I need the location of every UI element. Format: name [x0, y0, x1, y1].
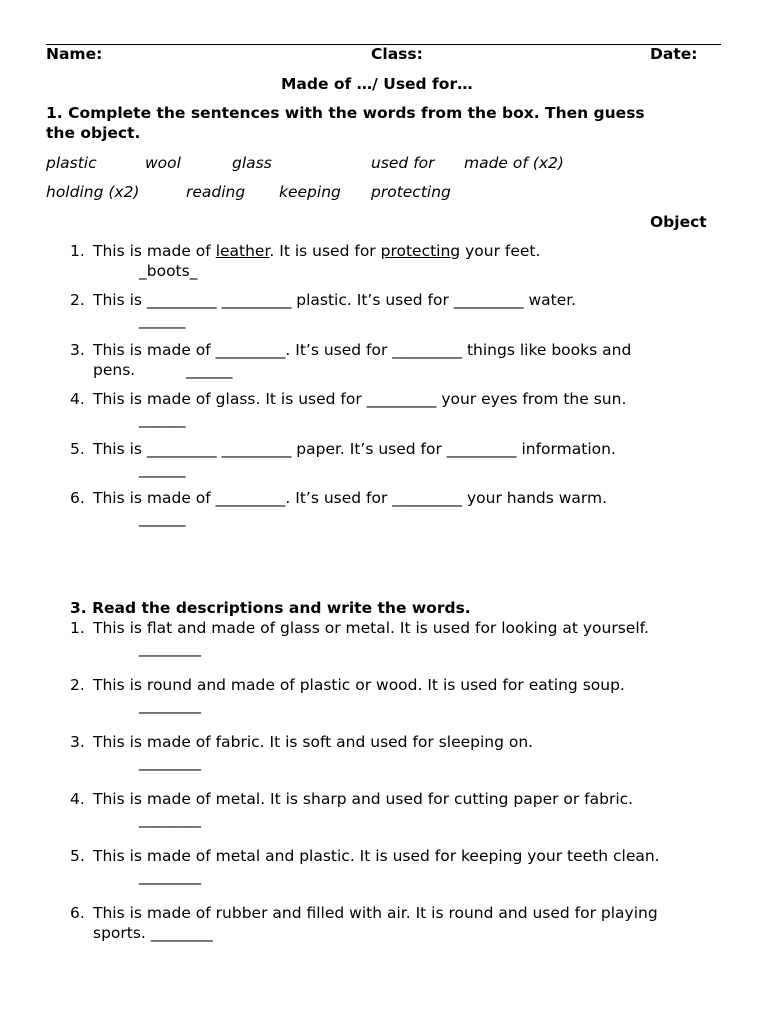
answer-blank: ________: [139, 753, 201, 771]
answer-blank: ______: [139, 460, 186, 478]
item-text: This is made of metal. It is sharp and used for cutting paper or fabric.: [93, 790, 634, 808]
object-header: Object: [650, 213, 707, 231]
worksheet-title: Made of …/ Used for…: [281, 75, 473, 93]
answer-blank: ______: [139, 509, 186, 527]
word-box-item: keeping: [279, 183, 341, 201]
answer-blank: ______: [186, 361, 233, 379]
item-number: 6.: [70, 489, 85, 507]
item-number: 5.: [70, 440, 85, 458]
item-number: 3.: [70, 341, 85, 359]
item-number: 2.: [70, 291, 85, 309]
item-text: This is made of leather. It is used for protecting your feet.: [93, 242, 541, 260]
answer-boots: _boots_: [139, 262, 198, 280]
item-number: 2.: [70, 676, 85, 694]
word-box-item: plastic: [46, 154, 97, 172]
item-text: This is flat and made of glass or metal. It is used for looking at yourself.: [93, 619, 649, 637]
section1-instruction: 1. Complete the sentences with the words from the box. Then guess: [46, 104, 645, 122]
answer-blank: ________: [139, 639, 201, 657]
class-label: Class:: [371, 45, 423, 63]
item-number: 6.: [70, 904, 85, 922]
item-text: This is made of _________. It’s used for _________ things like books and: [93, 341, 632, 359]
answer-blank: ________: [139, 867, 201, 885]
item-text: This is made of _________. It’s used for _________ your hands warm.: [93, 489, 608, 507]
item-text: This is made of metal and plastic. It is used for keeping your teeth clean.: [93, 847, 660, 865]
item-number: 4.: [70, 790, 85, 808]
word-box-item: protecting: [371, 183, 451, 201]
word-box-item: holding (x2): [46, 183, 140, 201]
answer-blank: ________: [139, 696, 201, 714]
item-text-cont: pens.: [93, 361, 136, 379]
word-box-item: made of (x2): [464, 154, 564, 172]
item-text: This is made of glass. It is used for _________ your eyes from the sun.: [93, 390, 627, 408]
item-number: 1.: [70, 619, 85, 637]
answer-blank: ______: [139, 410, 186, 428]
date-label: Date:: [650, 45, 698, 63]
item-text-cont: sports. ________: [93, 924, 213, 942]
item-text: This is _________ _________ paper. It’s used for _________ information.: [93, 440, 616, 458]
word-box-item: used for: [371, 154, 435, 172]
item-number: 1.: [70, 242, 85, 260]
section3-instruction: 3. Read the descriptions and write the words.: [70, 599, 471, 617]
item-text: This is round and made of plastic or wood. It is used for eating soup.: [93, 676, 625, 694]
word-box-item: glass: [232, 154, 272, 172]
word-box-item: reading: [186, 183, 246, 201]
item-text: This is made of fabric. It is soft and used for sleeping on.: [93, 733, 534, 751]
name-label: Name:: [46, 45, 103, 63]
answer-blank: ______: [139, 311, 186, 329]
answer-blank: ________: [139, 810, 201, 828]
item-text: This is _________ _________ plastic. It’s used for _________ water.: [93, 291, 577, 309]
word-box-item: wool: [145, 154, 181, 172]
item-number: 5.: [70, 847, 85, 865]
item-number: 3.: [70, 733, 85, 751]
item-text: This is made of rubber and filled with air. It is round and used for playing: [93, 904, 658, 922]
section1-instruction-cont: the object.: [46, 124, 141, 142]
item-number: 4.: [70, 390, 85, 408]
